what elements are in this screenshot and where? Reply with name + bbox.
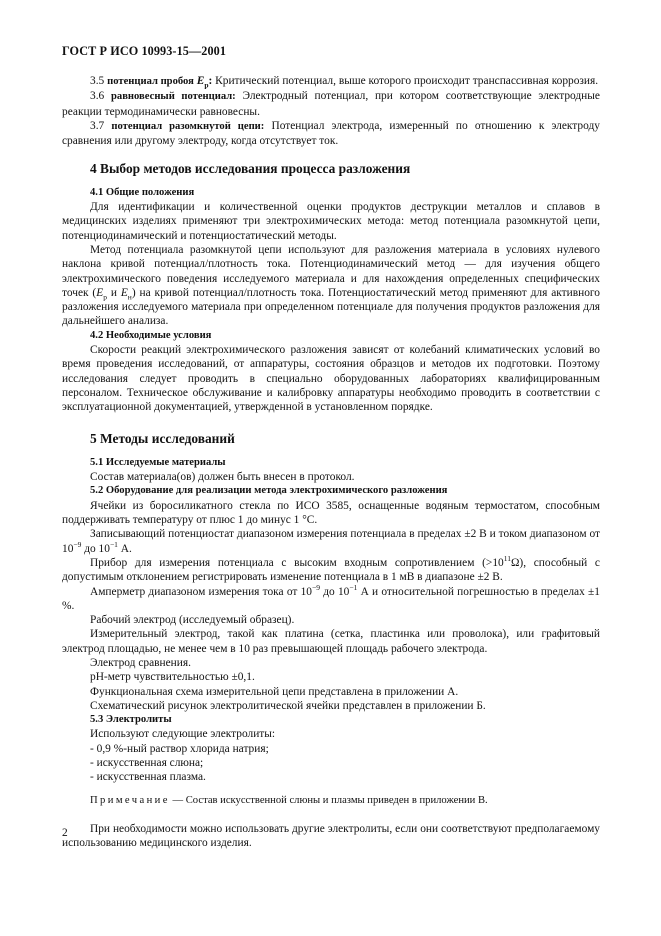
definition-number: 3.6	[90, 90, 105, 103]
symbol: E	[120, 286, 128, 299]
exponent: −1	[349, 582, 358, 592]
subsection-5-1-heading: 5.1 Исследуемые материалы	[90, 456, 226, 468]
text-run: до 10	[319, 585, 350, 598]
subsection-4-2-heading: 4.2 Необходимые условия	[90, 329, 212, 341]
definition-term: потенциал разомкнутой цепи:	[111, 120, 265, 132]
paragraph: Для идентификации и количественной оценки продуктов деструкции металлов и сплавов в медицинских изделиях применяют три электрохимических метода: метод потенциала разомкнутой цепи, потенциодинамический и потенциостатический методы.	[62, 201, 600, 242]
exponent: −9	[311, 582, 320, 592]
paragraph: Схематический рисунок электролитической ячейки представлен в приложении Б.	[90, 699, 486, 712]
exponent: −9	[73, 539, 82, 549]
paragraph: Функциональная схема измерительной цепи представлена в приложении А.	[90, 685, 459, 698]
paragraph: Используют следующие электролиты:	[90, 728, 276, 741]
definition-text: Потенциал электрода, измеренный по отношению к электроду сравнения или другому электроду, когда отсутствует ток.	[62, 119, 600, 148]
definition-text: Критический потенциал, выше которого происходит транспассивная коррозия.	[215, 75, 599, 87]
paragraph	[62, 556, 600, 585]
document-header: ГОСТ Р ИСО 10993-15—2001	[62, 44, 227, 58]
page-content	[62, 74, 600, 851]
text-run: А.	[117, 542, 132, 555]
paragraph: Состав материала(ов) должен быть внесен в протокол.	[90, 471, 355, 484]
paragraph: Скорости реакций электрохимического разложения зависят от колебаний климатических условий во время проведения исследований, от аппаратуры, состояния образцов и методов их подготовки. Поэтому исследования следует проводить в специально оборудованных лабораториях квалифицированным персоналом. Техническое обслуживание и калибровку аппаратуры необходимо проводить в соответствии с эксплуатационной документацией, утвержденной в установленном порядке.	[62, 344, 600, 414]
paragraph: Рабочий электрод (исследуемый образец).	[90, 614, 295, 627]
text-run: Прибор для измерения потенциала с высоким входным сопротивлением (>10	[90, 556, 504, 569]
symbol-subscript: н	[127, 292, 132, 302]
symbol: E	[196, 75, 205, 87]
list-item: - искусственная слюна;	[90, 757, 204, 770]
paragraph: При необходимости можно использовать другие электролиты, если они соответствуют предполагаемому использованию медицинского изделия.	[62, 822, 600, 850]
subsection-4-1-heading: 4.1 Общие положения	[90, 186, 195, 198]
exponent: 11	[503, 554, 511, 564]
list-item: - искусственная плазма.	[90, 771, 206, 784]
paragraph: Электрод сравнения.	[90, 656, 191, 669]
text-run: до 10	[81, 542, 110, 555]
symbol-subscript: р	[103, 292, 107, 302]
paragraph: Ячейки из боросиликатного стекла по ИСО 3585, оснащенные водяным термостатом, способным поддерживать температуру от плюс 1 до минус 1 °С.	[62, 499, 600, 527]
note	[62, 794, 600, 808]
text-run: Записывающий потенциостат диапазоном измерения потенциала в пределах ±2 В и током диапазоном от 10	[62, 528, 600, 555]
list-item: - 0,9 %-ный раствор хлорида натрия;	[90, 742, 269, 755]
definition-3-7	[62, 119, 600, 149]
text-run: А и относительной погрешностью в пределах ±1 %.	[62, 585, 600, 612]
paragraph	[62, 527, 600, 556]
paragraph: Измерительный электрод, такой как платина (сетка, пластинка или проволока), или графитовый электрод площадью, не менее чем в 10 раз превышающей площадь рабочего электрода.	[62, 628, 600, 655]
definition-number: 3.5	[90, 75, 105, 87]
section-5-heading: 5 Методы исследований	[90, 430, 235, 446]
symbol: E	[96, 286, 104, 299]
definition-text: Электродный потенциал, при котором соответствующие электродные реакции термодинамически равновесны.	[62, 90, 600, 118]
subsection-5-2-heading: 5.2 Оборудование для реализации метода электрохимического разложения	[90, 485, 448, 497]
note-text: — Состав искусственной слюны и плазмы приведен в приложении В.	[169, 794, 488, 806]
definition-term: потенциал пробоя	[107, 76, 194, 87]
definition-number: 3.7	[90, 119, 105, 132]
definition-3-5: 3.5 потенциал пробоя $E_р$: Критический потенциал, выше которого происходит транспассивная коррозия.	[90, 75, 599, 90]
note-label: Примечание	[90, 794, 170, 806]
text-run: Ω), способный с допустимым отклонением регистрировать изменение потенциала в 1 мВ в диапазоне ±2 В.	[62, 556, 600, 584]
paragraph	[62, 243, 600, 329]
exponent: −1	[109, 539, 118, 549]
text-run: Амперметр диапазоном измерения тока от 10	[90, 585, 312, 598]
paragraph: pH-метр чувствительностью ±0,1.	[90, 671, 255, 684]
text-run: ) на кривой потенциал/плотность тока. Потенциостатический метод применяют для активного разложения исследуемого материала при определенном потенциале для получения продуктов разложения для дальнейшего анализа.	[62, 286, 601, 328]
section-4-heading: 4 Выбор методов исследования процесса разложения	[90, 161, 411, 177]
text-run: и	[106, 286, 121, 299]
text-run: Метод потенциала разомкнутой цепи используют для разложения материала в условиях нулевого наклона кривой потенциал/плотность тока. Потенциодинамический метод — для изучения общего электрохимического поведения исследуемого материала и для нахождения определенных специфических точек (	[62, 243, 600, 299]
definition-3-6	[62, 89, 600, 119]
definition-term: равновесный потенциал:	[111, 91, 236, 103]
page-number: 2	[62, 827, 68, 839]
subsection-5-3-heading: 5.3 Электролиты	[90, 714, 172, 726]
symbol-subscript: р	[204, 80, 209, 90]
paragraph	[62, 582, 600, 614]
